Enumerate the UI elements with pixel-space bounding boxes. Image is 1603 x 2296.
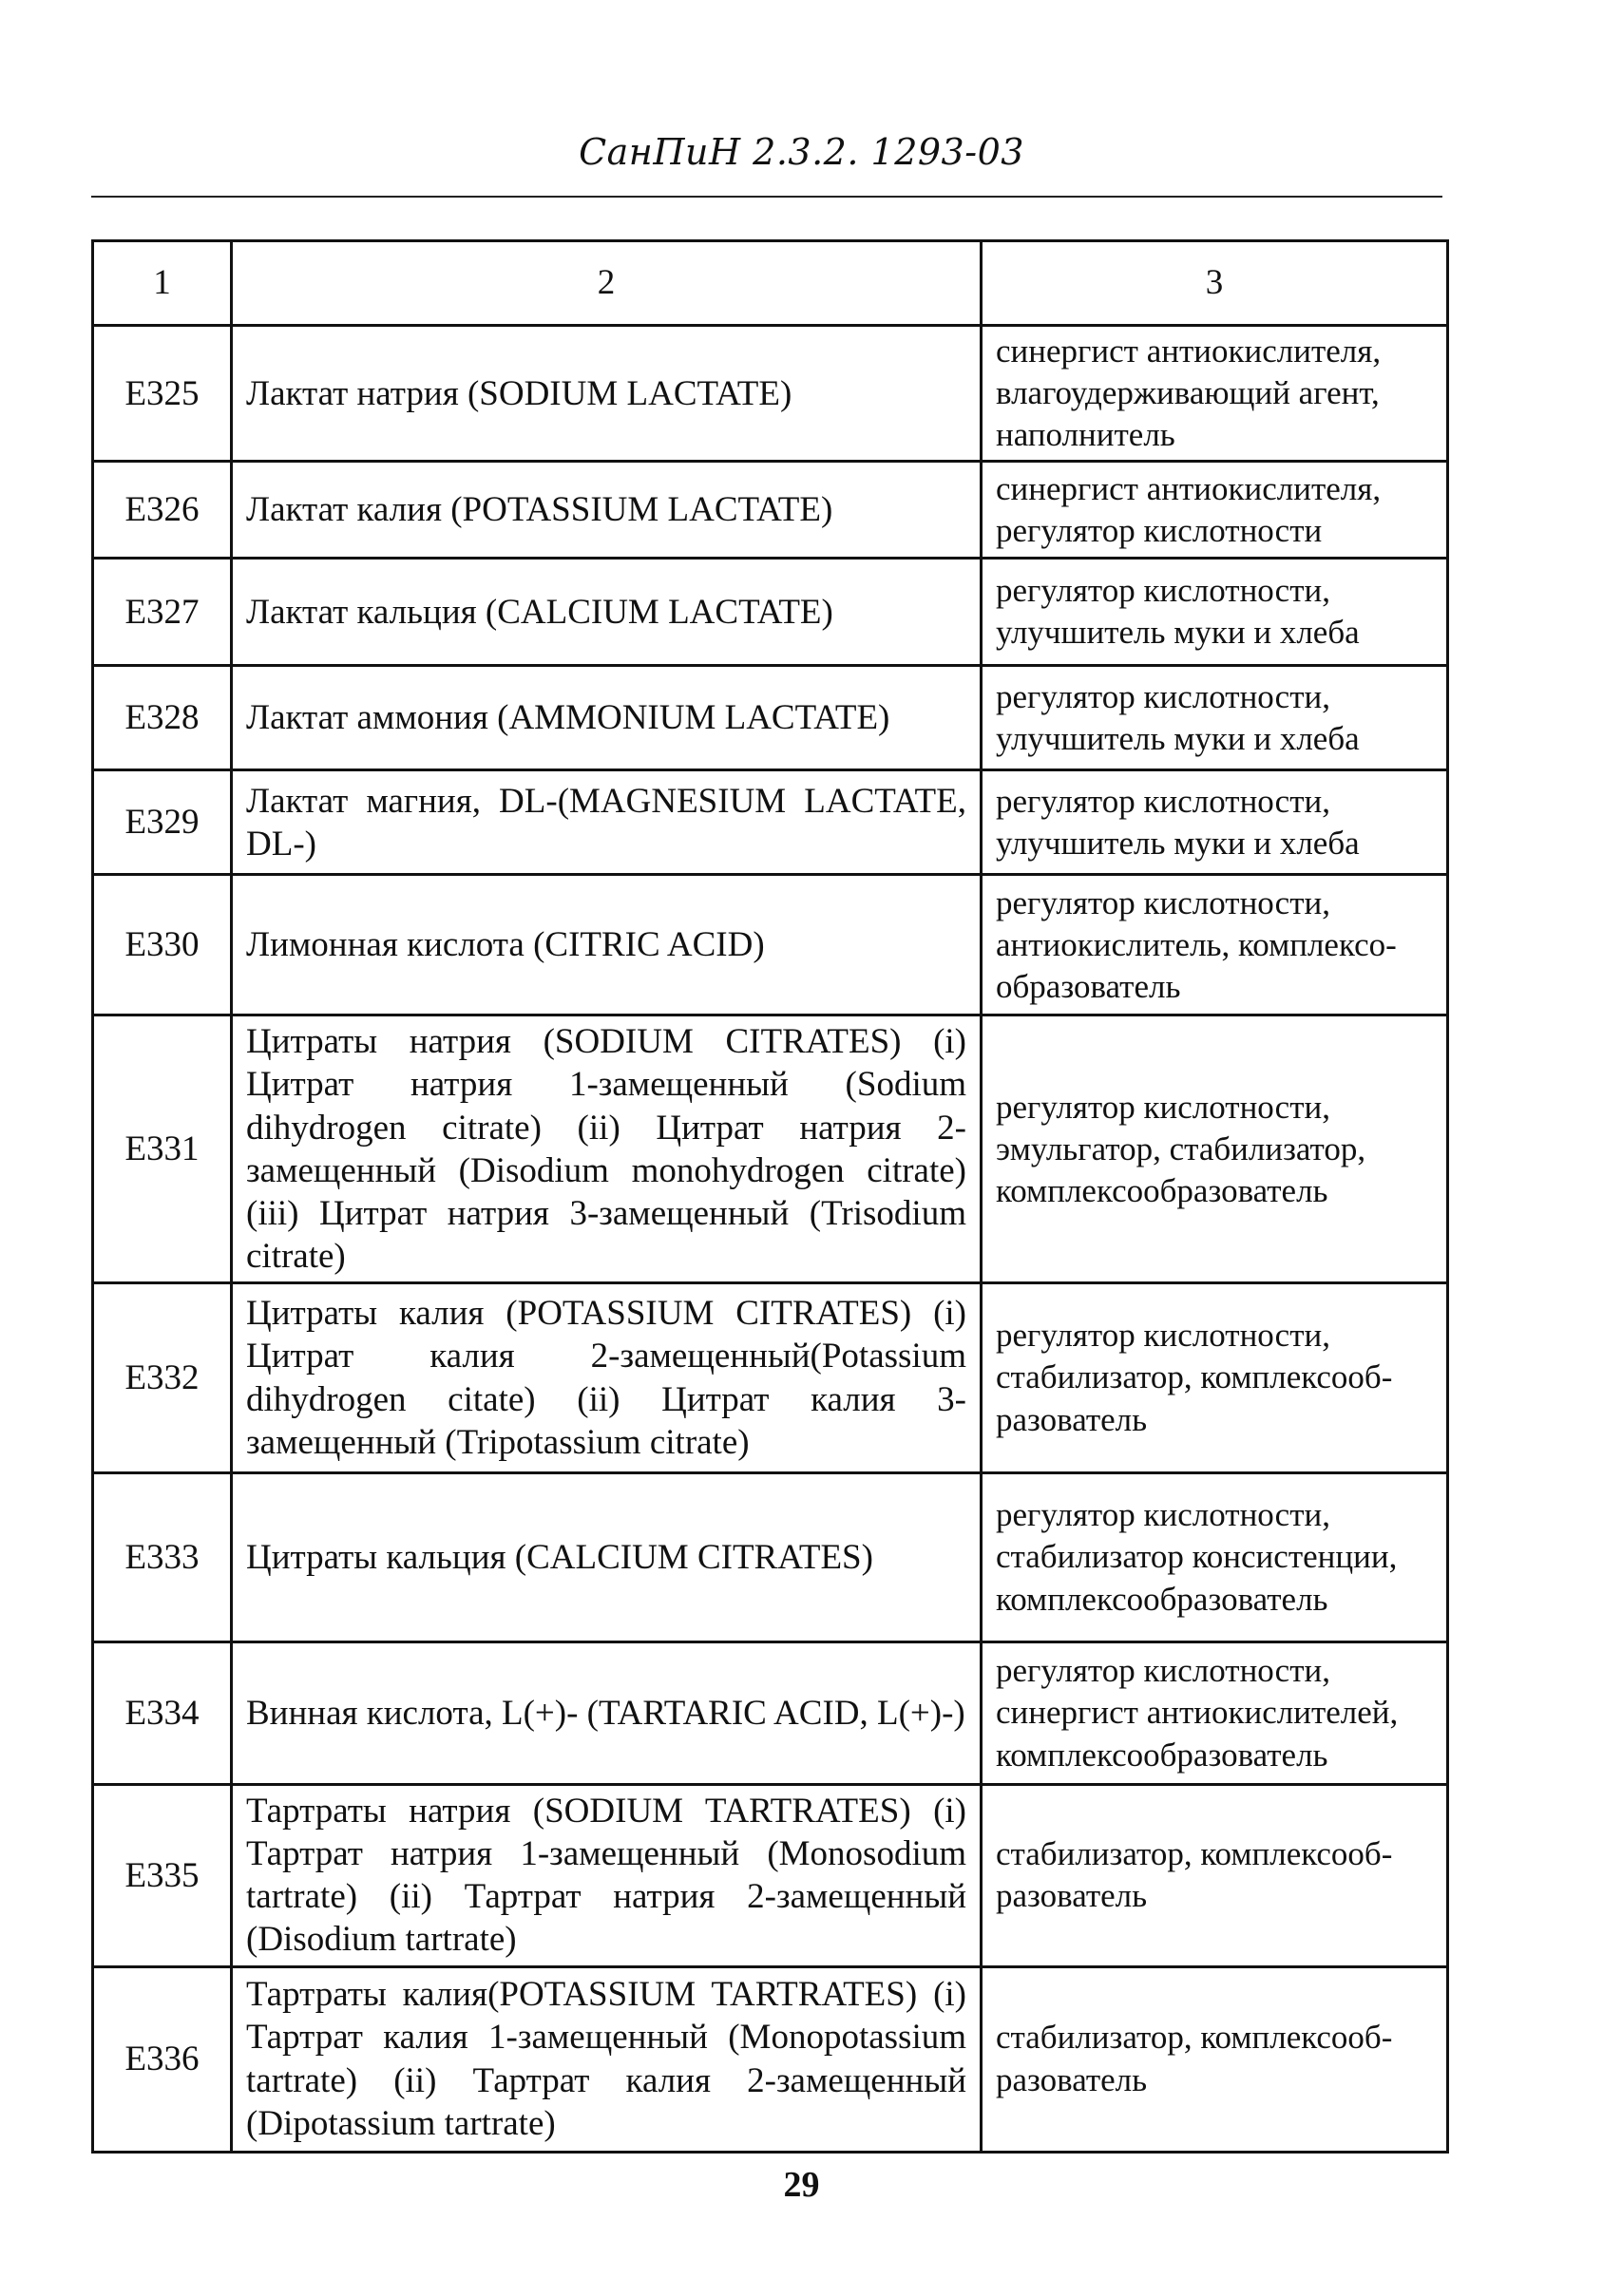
additive-name: Тартраты калия(POTASSIUM TARTRATES) (i) Тартрат калия 1-замещенный (Monopotassium tartrate) (ii) Тартрат калия 2-замещенный (Dipotassium tartrate) (232, 1966, 982, 2152)
additive-name: Лактат калия (POTASSIUM LACTATE) (232, 462, 982, 559)
table-row (93, 770, 1448, 875)
additive-function: регулятор кислотности, улучшитель муки и хлеба (982, 666, 1448, 770)
header-rule (91, 196, 1442, 198)
table-row (93, 875, 1448, 1015)
additive-name: Цитраты натрия (SODIUM CITRATES) (i) Цитрат натрия 1-замещенный (Sodium dihydrogen citrate) (ii) Цитрат натрия 2-замещенный (Disodium monohydrogen citrate) (iii) Цитрат натрия 3-замещенный (Trisodium citrate) (232, 1015, 982, 1283)
additive-code: E331 (93, 1015, 232, 1283)
additive-name: Лактат натрия (SODIUM LACTATE) (232, 326, 982, 462)
additive-function: синергист антиокислителя, регулятор кислотности (982, 462, 1448, 559)
table-row (93, 462, 1448, 559)
additive-function: регулятор кислотности, антиокислитель, комплексо-образователь (982, 875, 1448, 1015)
additive-name: Лактат магния, DL-(MAGNESIUM LACTATE, DL-) (232, 770, 982, 875)
additive-code: E327 (93, 559, 232, 666)
page-number: 29 (783, 2165, 820, 2205)
additive-name: Цитраты калия (POTASSIUM CITRATES) (i) Цитрат калия 2-замещенный(Potassium dihydrogen citate) (ii) Цитрат калия 3-замещенный (Tripotassium citrate) (232, 1283, 982, 1473)
additive-name: Лимонная кислота (CITRIC ACID) (232, 875, 982, 1015)
additive-function: регулятор кислотности, эмульгатор, стабилизатор, комплексообразователь (982, 1015, 1448, 1283)
additive-function: стабилизатор, комплексооб-разователь (982, 1785, 1448, 1967)
additive-name: Лактат кальция (CALCIUM LACTATE) (232, 559, 982, 666)
additive-function: синергист антиокислителя, влагоудерживающий агент, наполнитель (982, 326, 1448, 462)
additive-function: регулятор кислотности, синергист антиокислителей, комплексообразователь (982, 1642, 1448, 1785)
document-header: СанПиН 2.3.2. 1293-03 (579, 131, 1024, 173)
additive-code: E335 (93, 1785, 232, 1967)
table-row (93, 326, 1448, 462)
table-row (93, 1283, 1448, 1473)
table-row (93, 1966, 1448, 2152)
additive-name: Винная кислота, L(+)- (TARTARIC ACID, L(+)-) (232, 1642, 982, 1785)
additive-code: E332 (93, 1283, 232, 1473)
table-row (93, 559, 1448, 666)
additive-code: E329 (93, 770, 232, 875)
table-row (93, 666, 1448, 770)
additive-name: Цитраты кальция (CALCIUM CITRATES) (232, 1473, 982, 1642)
table-row (93, 1785, 1448, 1967)
additive-code: E333 (93, 1473, 232, 1642)
table-row (93, 1642, 1448, 1785)
additive-code: E330 (93, 875, 232, 1015)
additive-function: регулятор кислотности, стабилизатор консистенции, комплексообразователь (982, 1473, 1448, 1642)
column-header-2: 2 (232, 241, 982, 326)
additive-name: Лактат аммония (AMMONIUM LACTATE) (232, 666, 982, 770)
additive-code: E336 (93, 1966, 232, 2152)
additive-code: E325 (93, 326, 232, 462)
table-row (93, 1015, 1448, 1283)
table-row (93, 1473, 1448, 1642)
additive-function: регулятор кислотности, улучшитель муки и хлеба (982, 559, 1448, 666)
additive-code: E326 (93, 462, 232, 559)
additives-table (91, 239, 1449, 2154)
additive-function: стабилизатор, комплексооб-разователь (982, 1966, 1448, 2152)
column-header-1: 1 (93, 241, 232, 326)
additive-name: Тартраты натрия (SODIUM TARTRATES) (i) Тартрат натрия 1-замещенный (Monosodium tartrate) (ii) Тартрат натрия 2-замещенный (Disodium tartrate) (232, 1785, 982, 1967)
additive-function: регулятор кислотности, стабилизатор, комплексооб-разователь (982, 1283, 1448, 1473)
additive-code: E328 (93, 666, 232, 770)
additive-function: регулятор кислотности, улучшитель муки и хлеба (982, 770, 1448, 875)
table-header-row (93, 241, 1448, 326)
additive-code: E334 (93, 1642, 232, 1785)
column-header-3: 3 (982, 241, 1448, 326)
